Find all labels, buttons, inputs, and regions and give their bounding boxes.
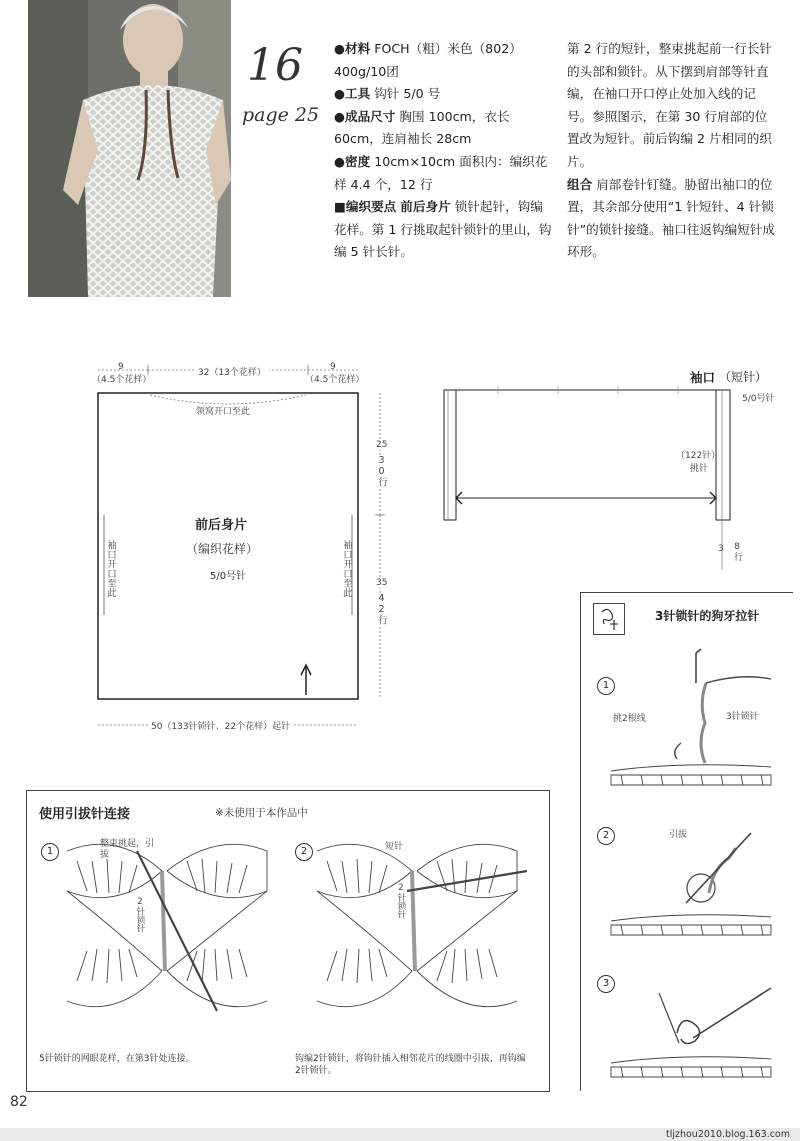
dim-right-width: 9: [330, 362, 336, 372]
cuff-subtitle: （短针）: [719, 370, 768, 384]
picot-step1-note-b: 3针锁针: [726, 712, 759, 722]
lower-height-rows: 42行: [376, 593, 387, 625]
picot-step2-note: 引拔: [669, 830, 688, 840]
size-label: ●成品尺寸: [334, 108, 396, 124]
piece-title: 前后身片: [195, 518, 248, 533]
materials-column: [334, 38, 554, 264]
start-arrow-icon: [301, 665, 311, 695]
model-photo-illustration: [28, 0, 231, 297]
instructions-para2: 第 2 行的短针，整束挑起前一行长针的头部和锁针。从下摆到肩部等针直编，在袖口开口停止处加入线的记号。参照图示，在第 30 行肩部的位置改为短针。前后钩编 2 片相同的织片。: [567, 41, 772, 169]
model-photo: [28, 0, 231, 297]
instructions-label: ■编织要点: [334, 199, 397, 215]
materials-text: FOCH（粗）米色（802）400g/10团: [334, 41, 522, 79]
picot-panel-title: 3针锁针的狗牙拉针: [655, 609, 760, 623]
lower-height-cm: 35: [376, 578, 388, 588]
instructions-column: [567, 38, 777, 264]
slip-step1-caption: 5针锁针的网眼花样，在第3针处连接。: [39, 1054, 195, 1064]
upper-height-rows: 30行: [376, 455, 387, 487]
slip-stitch-illustrations: [57, 831, 537, 1046]
piece-subtitle: （编织花样）: [186, 542, 259, 556]
size-text: 胸围 100cm，衣长 60cm，连肩袖长 28cm: [334, 108, 510, 147]
armhole-note-right: 袖口开口至此: [341, 540, 352, 597]
slip-step1-label: 2针锁针: [135, 897, 145, 933]
cuff-height-cm: 3: [718, 544, 724, 554]
footer-url: tljzhou2010.blog.163.com: [665, 1129, 790, 1140]
cuff-height-rows: 8行: [732, 542, 742, 561]
slip-step1-badge: 1: [41, 843, 59, 861]
cuff-schematic-lines: [438, 380, 758, 580]
picot-step3-badge: 3: [597, 975, 615, 993]
tools-label: ●工具: [334, 86, 371, 102]
dim-left-width: 9: [118, 362, 124, 372]
dim-center-width: 32（13个花样）: [195, 365, 269, 378]
dim-right-patterns: （4.5个花样）: [305, 375, 365, 385]
picot-panel: [580, 592, 793, 1091]
cuff-title: 袖口: [690, 370, 716, 385]
slip-step2-label: 2针锁针: [396, 883, 406, 919]
slip-step2-note: 短针: [385, 842, 404, 852]
slip-panel-title: 使用引拔针连接: [39, 807, 131, 822]
picot-symbol-icon: [593, 603, 625, 635]
piece-hook-size: 5/0号针: [210, 571, 247, 582]
tools-text: 钩针 5/0 号: [374, 86, 441, 102]
slip-panel-note: ※未使用于本作品中: [215, 807, 308, 819]
armhole-note-left: 袖口开口至此: [105, 540, 116, 597]
dim-left-patterns: （4.5个花样）: [92, 375, 152, 385]
page-reference: page 25: [242, 104, 320, 126]
page-number: 82: [10, 1094, 28, 1110]
bottom-width: 50（133针锁针、22个花样）起针: [148, 719, 293, 732]
slip-step1-note: 整束挑起，引拔: [100, 839, 155, 860]
assembly-label: 组合: [567, 176, 593, 192]
gauge-text: 10cm×10cm 面积内：编织花样 4.4 个，12 行: [334, 153, 548, 192]
cuff-hook-size: 5/0号针: [742, 394, 775, 404]
neck-note: 领窝开口至此: [196, 407, 251, 417]
cuff-pick-note: 挑针: [690, 464, 709, 474]
instructions-para1: 锁针起针，钩编花样。第 1 行挑取起针锁针的里山，钩编 5 针长针。: [334, 199, 552, 260]
picot-step1-badge: 1: [597, 677, 615, 695]
picot-step2-badge: 2: [597, 827, 615, 845]
cuff-stitch-count: （122针）: [676, 451, 721, 461]
slip-stitch-panel: [26, 790, 550, 1092]
upper-height-cm: 25: [376, 440, 388, 450]
instructions-front-back-label: 前后身片: [400, 199, 451, 215]
picot-illustrations: [601, 643, 791, 1083]
materials-label: ●材料: [334, 41, 371, 56]
picot-step1-note-a: 挑2根线: [613, 714, 646, 724]
pattern-number: 16: [247, 40, 303, 91]
slip-step2-caption: 钩编2针锁针，将钩针插入相邻花片的线圈中引拔，再钩编2针锁针。: [295, 1054, 526, 1076]
gauge-label: ●密度: [334, 153, 371, 169]
slip-step2-badge: 2: [295, 843, 313, 861]
footer-bar: [0, 1128, 800, 1141]
instructions-para3: 肩部卷针钉缝。胁留出袖口的位置，其余部分使用“1 针短针、4 针锁针”的锁针接缝。袖口往返钩编短针成环形。: [567, 176, 776, 260]
